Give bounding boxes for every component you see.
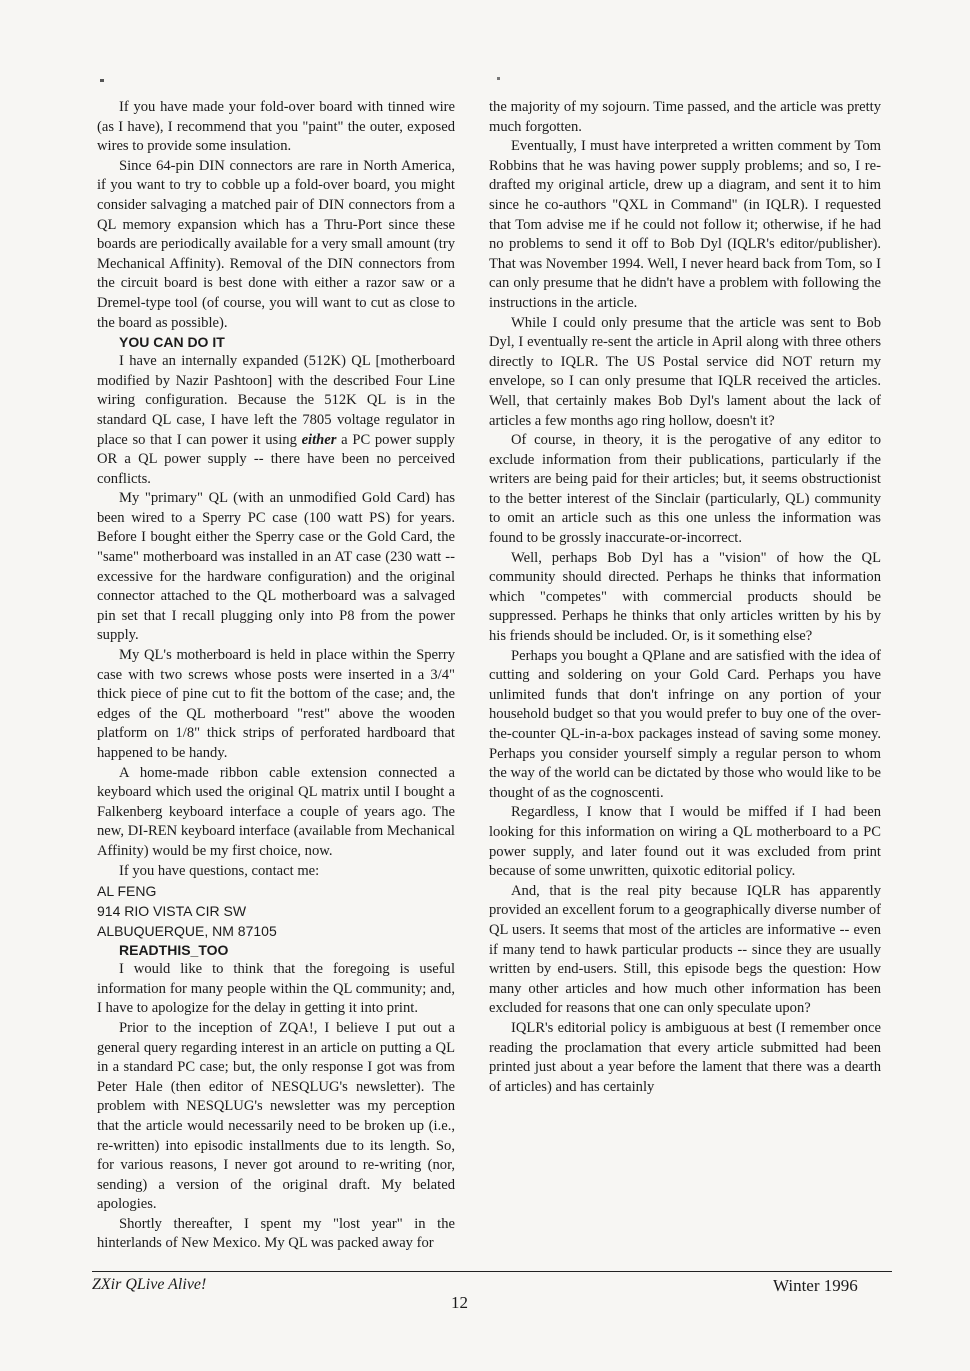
paragraph [97,352,455,489]
paragraph: Shortly thereafter, I spent my "lost year" in the hinterlands of New Mexico. My QL was packed away for [97,1215,455,1252]
right-column [489,98,881,1097]
section-heading: YOU CAN DO IT [119,334,225,351]
paragraph: Since 64-pin DIN connectors are rare in North America, if you want to try to cobble up a fold-over board, you might consider salvaging a matched pair of DIN connectors from a QL memory expansion which has a Thru-Port since these boards are periodically available for a very small amount (try Mechanical Affinity). Removal of the DIN connectors from the circuit board is best done with either a razor saw or a Dremel-type tool (of course, you will want to cut as close to the board as possible). [97,157,455,331]
address-line: ALBUQUERQUE, NM 87105 [97,923,277,940]
paragraph: Prior to the inception of ZQA!, I believe I put out a general query regarding interest in an article on putting a QL in a standard PC case; but, the only response I got was from Peter Hale (then editor of NESQLUG's newsletter). The problem with NESQLUG's newsletter was my perception that the article would necessarily need to be broken up (i.e., re-written) into episodic installments due to its length. So, for various reasons, I never got around to re-writing (nor, sending) a version of the original draft. My belated apologies. [97,1019,455,1213]
scan-speck [100,79,104,82]
paragraph: And, that is the real pity because IQLR has apparently provided an excellent forum to a geographically diverse number of QL users. It seems that most of the articles are informative -- even if many tend to hawk particular products -- since they are usually written by end-users. Still, this episode begs the question: How many other articles and how much other information has been excluded for reasons that one can only speculate upon? [489,882,881,1017]
scan-speck [497,77,500,80]
emphasis-text: either [301,431,337,448]
page-number: 12 [451,1293,468,1312]
scan-bleed-marks [945,590,967,720]
paragraph: the majority of my sojourn. Time passed, and the article was pretty much forgotten. [489,99,881,135]
paragraph: IQLR's editorial policy is ambiguous at best (I remember once reading the proclamation that every article submitted had been printed just about a year before the lament that there was a dearth of articles) and has certainly [489,1019,881,1095]
paragraph: I would like to think that the foregoing is useful information for many people within the QL community; and, I have to apologize for the delay in getting it into print. [97,961,455,1017]
publication-title: ZXir QLive Alive! [92,1276,207,1293]
paragraph: Perhaps you bought a QPlane and are satisfied with the idea of cutting and soldering on your Gold Card. Perhaps you have unlimited funds that don't infringe on any portion of your household budget so that you would prefer to buy one of the over-the-counter QL-in-a-box packages instead of saving some money. Perhaps you consider yourself simply a regular person to whom the way of the world can be dictated by those who would like to be thought of as the cognoscenti. [489,647,881,801]
paragraph-text: a PC power supply OR a QL power supply -- there have been no perceived conflicts. [97,431,455,487]
paragraph: Eventually, I must have interpreted a written comment by Tom Robbins that he was having power supply problems; and so, I re-drafted my original article, drew up a diagram, and sent it to him since he co-authors "QXL in Command" (in IQLR). I requested that Tom advise me if he could not follow it; otherwise, if he had no problems to send it off to Bob Dyl (IQLR's editor/publisher). That was November 1994. Well, I never heard back from Tom, so I can only presume that he didn't have a problem with following the instructions in the article. [489,138,881,311]
paragraph: Regardless, I know that I would be miffed if I had been looking for this information on wiring a QL motherboard to a PC power supply, and later found out it was excluded from print because of some unwritten, quixotic editorial policy. [489,804,881,880]
paragraph: My "primary" QL (with an unmodified Gold Card) has been wired to a Sperry PC case (100 watt PS) for years. Before I bought either the Sperry case or the Gold Card, the "same" motherboard was installed in an AT case (230 watt -- excessive for the hardware configuration) and the original connector attached to the QL motherboard was a salvaged pin set that I recall plugging only into P8 from the power supply. [97,490,455,644]
paragraph: A home-made ribbon cable extension connected a keyboard which used the original QL matrix until I bought a Falkenberg keyboard interface a couple of years ago. The new, DI-REN keyboard interface (available from Mechanical Affinity) would be my first choice, now. [97,764,455,859]
paragraph-text: I have an internally expanded (512K) QL [motherboard modified by Nazir Pashtoon] with the described Four Line wiring configuration. Because the 512K QL is in the standard QL case, I have left the 7805 voltage regulator in place so that I can power it using [97,353,455,448]
address-line: 914 RIO VISTA CIR SW [97,903,247,920]
left-column [97,98,455,1254]
paragraph: While I could only presume that the article was sent to Bob Dyl, I eventually re-sent the article in April along with three others directly to IQLR. The US Postal service did NOT return my envelope, so I can only presume that IQLR received the articles. Well, that certainly makes Bob Dyl's lament about the lack of articles a few months ago ring hollow, doesn't it? [489,314,881,429]
address-line: AL FENG [97,883,157,900]
section-heading: READTHIS_TOO [119,942,229,959]
paragraph: If you have made your fold-over board with tinned wire (as I have), I recommend that you "paint" the outer, exposed wires to provide some insulation. [97,99,455,155]
issue-label: Winter 1996 [773,1276,858,1295]
paragraph: Well, perhaps Bob Dyl has a "vision" of how the QL community should directed. Perhaps he thinks that information which "competes" with commercial products should be suppressed. Perhaps he thinks that only articles written by his by his friends should be included. Or, is it something else? [489,549,881,645]
contact-intro: If you have questions, contact me: [119,862,320,879]
paragraph: My QL's motherboard is held in place within the Sperry case with two screws whose posts were inserted in a 3/4" thick piece of pine cut to fit the bottom of the case; and, the edges of the QL motherboard "rest" above the wooden platform on 1/8" thick strips of perforated hardboard that happened to be handy. [97,647,455,761]
paragraph: Of course, in theory, it is the perogative of any editor to exclude information from their publications, particularly if the writers are being paid for their articles; but, it seems obstructionist to the better interest of the Sinclair (particularly, QL) community to omit an article such as this one unless the information was found to be grossly inaccurate-or-incorrect. [489,432,881,547]
footer-divider [92,1271,892,1272]
